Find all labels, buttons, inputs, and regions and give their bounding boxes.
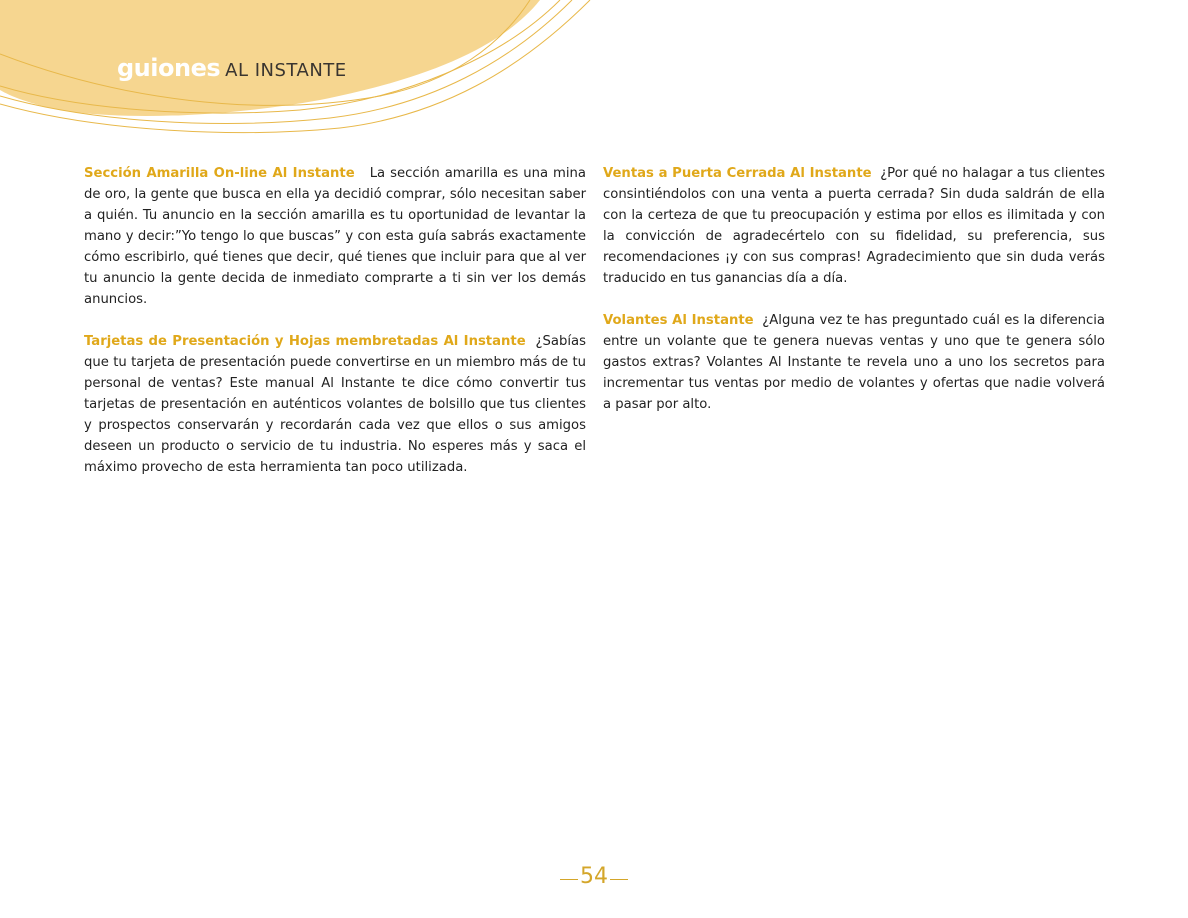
brand-bold-text: guiones [117, 54, 221, 82]
section-seccion-amarilla [84, 163, 586, 310]
section-title: Ventas a Puerta Cerrada Al Instante [603, 166, 872, 181]
section-volantes [603, 310, 1105, 415]
page-number-text: 54 [580, 864, 608, 889]
page-number [0, 866, 1188, 888]
brand-logo [117, 56, 347, 80]
section-title: Volantes Al Instante [603, 313, 754, 328]
section-ventas-puerta-cerrada [603, 163, 1105, 289]
section-body: ¿Sabías que tu tarjeta de presentación puede convertirse en un miembro más de tu personal de ventas? Este manual Al Instante te dice cómo convertir tus tarjetas de presentación en auténticos volantes de bolsillo que tus clientes y prospectos conservarán y recordarán cada vez que ellos o sus amigos deseen un producto o servicio de tu industria. No esperes más y saca el máximo provecho de esta herramienta tan poco utilizada. [84, 334, 586, 475]
left-column [84, 163, 586, 499]
section-title: Tarjetas de Presentación y Hojas membretadas Al Instante [84, 334, 526, 349]
section-body: ¿Alguna vez te has preguntado cuál es la diferencia entre un volante que te genera nuevas ventas y uno que te genera sólo gastos extras? Volantes Al Instante te revela uno a uno los secretos para incrementar tus ventas por medio de volantes y ofertas que nadie volverá a pasar por alto. [603, 313, 1105, 412]
section-body: ¿Por qué no halagar a tus clientes consintiéndolos con una venta a puerta cerrada? Sin duda saldrán de ella con la certeza de que tu preocupación y estima por ellos es ilimitada y con la convicción de agradecértelo con su fidelidad, su preferencia, sus recomendaciones ¡y con sus compras! Agradecimiento que sin duda verás traducido en tus ganancias día a día. [603, 166, 1105, 286]
page-number-dash-left [560, 879, 578, 880]
page-number-dash-right [610, 879, 628, 880]
section-tarjetas [84, 331, 586, 478]
brand-light-text: AL INSTANTE [225, 60, 347, 81]
section-title: Sección Amarilla On-line Al Instante [84, 166, 355, 181]
section-body: La sección amarilla es una mina de oro, la gente que busca en ella ya decidió comprar, sólo necesitan saber a quién. Tu anuncio en la sección amarilla es tu oportunidad de levantar la mano y decir:”Yo tengo lo que buscas” y con esta guía sabrás exactamente cómo escribirlo, qué tienes que decir, qué tienes que incluir para que al ver tu anuncio la gente decida de inmediato comprarte a ti sin ver los demás anuncios. [84, 166, 586, 307]
right-column [603, 163, 1105, 436]
